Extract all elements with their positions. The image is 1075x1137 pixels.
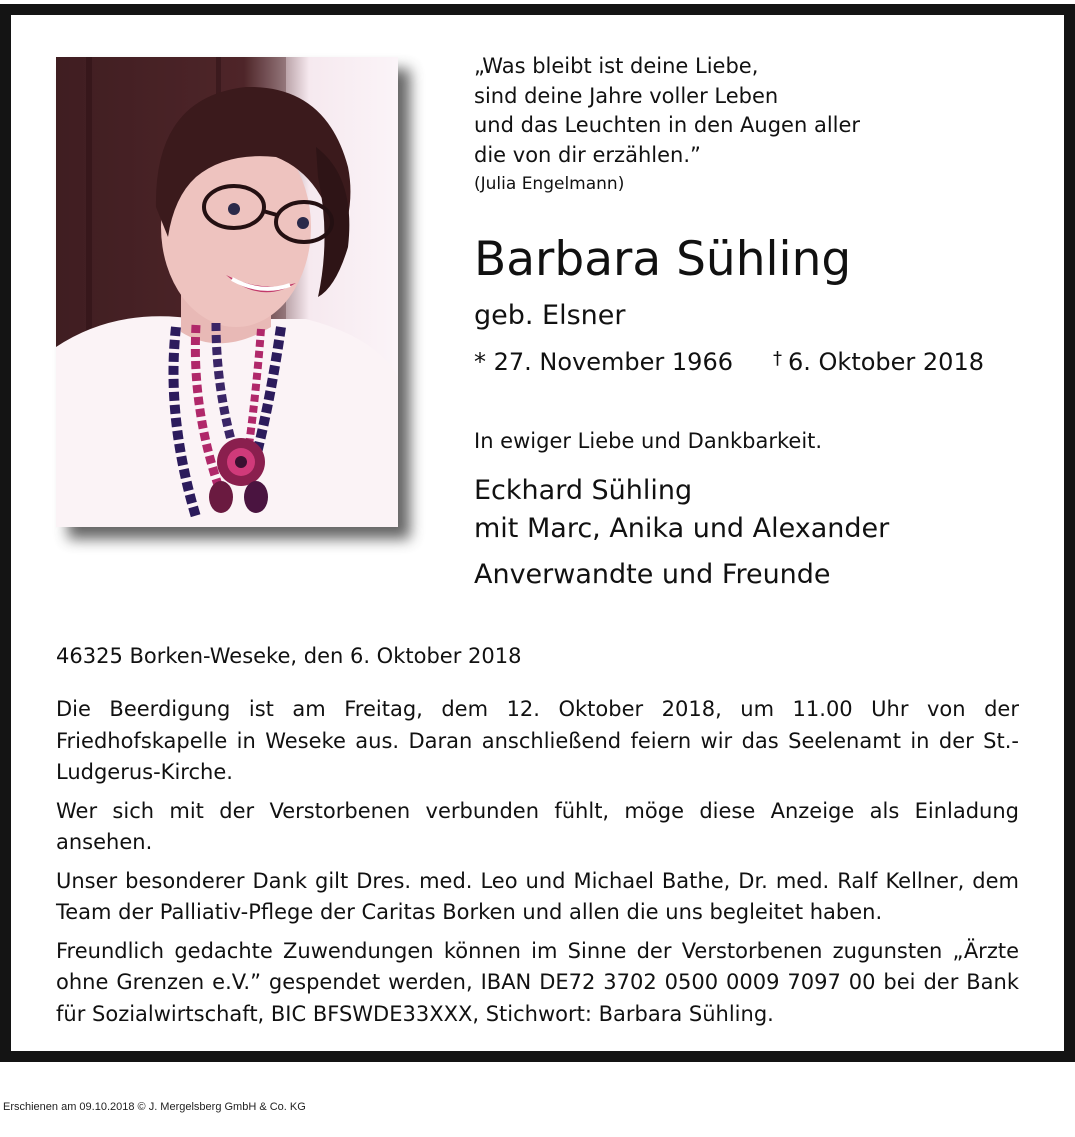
death-date: 6. Oktober 2018 [788, 348, 984, 376]
mourner-line: mit Marc, Anika und Alexander [474, 513, 890, 544]
quote-line: sind deine Jahre voller Leben [474, 83, 779, 108]
mourner-line: Eckhard Sühling [474, 475, 693, 506]
quote-line: die von dir erzählen.” [474, 142, 701, 167]
mourner-line: Anverwandte und Freunde [474, 559, 831, 590]
deceased-name: Barbara Sühling [474, 232, 852, 287]
notice-body [56, 694, 1019, 1037]
quote-line: und das Leuchten in den Augen aller [474, 113, 861, 137]
publication-footer: Erschienen am 09.10.2018 © J. Mergelsberg GmbH & Co. KG [3, 1101, 306, 1113]
place-date: 46325 Borken-Weseke, den 6. Oktober 2018 [56, 644, 522, 668]
donation-paragraph: Freundlich gedachte Zuwendungen können im Sinne der Verstorbenen zugunsten „Ärzte ohne Grenzen e.V.” gespendet werden, IBAN DE72 3702 0500 0009 7097 00 bei der Bank für Sozialwirtschaft, BIC BFSWDE33XXX, Stichwort: Barbara Sühling. [56, 938, 1019, 1026]
quote-author: (Julia Engelmann) [474, 174, 625, 194]
quote-line: „Was bleibt ist deine Liebe, [474, 54, 759, 78]
funeral-paragraph: Die Beerdigung ist am Freitag, dem 12. Oktober 2018, um 11.00 Uhr von der Friedhofskapelle in Weseke aus. Daran anschließend feiern wir das Seelenamt in der St.-Ludgerus-Kirche. [56, 697, 1019, 784]
death-date-line [773, 346, 984, 381]
thanks-paragraph: Unser besonderer Dank gilt Dres. med. Leo und Michael Bathe, Dr. med. Ralf Kellner, dem Team der Palliativ-Pflege der Caritas Borken und allen die uns begleitet haben. [56, 868, 1019, 924]
portrait-photo [56, 57, 398, 527]
portrait-image [56, 57, 398, 527]
maiden-name: geb. Elsner [474, 300, 626, 331]
dagger-icon: † [773, 348, 782, 369]
quote-block [474, 52, 860, 199]
invitation-paragraph: Wer sich mit der Verstorbenen verbunden fühlt, möge diese Anzeige als Einladung ansehen. [56, 798, 1019, 854]
birth-date: * 27. November 1966 [474, 348, 733, 376]
dedication-text: In ewiger Liebe und Dankbarkeit. [474, 429, 823, 453]
